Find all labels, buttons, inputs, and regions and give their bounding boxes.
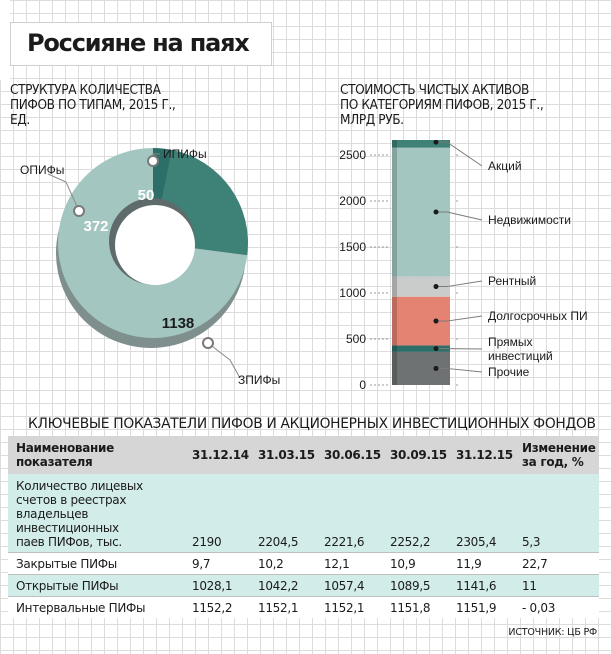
table-cell: 11 [514,574,599,596]
bar-ytick-label: 0 [359,378,366,392]
table-cell: 2190 [192,534,222,549]
table-cell: Открытые ПИФы [8,574,184,596]
donut-value-label: 1138 [161,315,195,332]
bar-segment-side [392,352,397,385]
table-cell: 1141,6 [448,574,514,596]
bar-segment-side [392,148,397,277]
bar-segment-side [392,297,397,346]
table-cell: 2305,4 [456,534,497,549]
donut-title-line: СТРУКТУРА КОЛИЧЕСТВА [10,82,161,98]
table-header-row [8,436,599,474]
donut-value-label: 372 [83,218,109,235]
bar-segment-side [392,345,397,351]
table-cell: 1152,1 [316,596,382,618]
bar-ytick-label: 1000 [339,286,366,300]
donut-leader-line [208,343,240,378]
table-cell: 10,9 [382,552,448,574]
table-row [8,596,599,618]
table-row [8,474,599,552]
table-cell: 2221,6 [324,534,365,549]
bar-title-line: СТОИМОСТЬ ЧИСТЫХ АКТИВОВ [340,82,529,98]
table-cell: Количество лицевых счетов в реестрах владельцев инвестиционных паев ПИФов, тыс. [16,478,143,549]
donut-category-label: ИПИФы [163,147,207,161]
table-cell: 1152,1 [250,596,316,618]
source-note: ИСТОЧНИК: ЦБ РФ [508,627,597,638]
bar-ytick-label: 500 [345,332,366,346]
table-header-cell: 30.09.15 [390,448,447,462]
table-header-cell: 31.12.14 [192,448,249,462]
bar-title-line: ПО КАТЕГОРИЯМ ПИФОВ, 2015 Г., [340,97,544,113]
donut-title-line: ПИФОВ ПО ТИПАМ, 2015 Г., [10,97,176,113]
donut-leader-dot [74,206,84,216]
donut-hole [115,205,195,285]
table-cell: 1057,4 [316,574,382,596]
table-header-cell: 31.12.15 [456,448,513,462]
main-title: Россияне на паях [10,22,272,66]
table-cell: 2252,2 [390,534,431,549]
bar-leader-dot [434,210,439,215]
table-cell: 1151,8 [382,596,448,618]
table-title: КЛЮЧЕВЫЕ ПОКАЗАТЕЛИ ПИФОВ И АКЦИОНЕРНЫХ ИНВЕСТИЦИОННЫХ ФОНДОВ [28,416,596,432]
bar-title-line: МЛРД РУБ. [340,112,404,128]
donut-category-label: ОПИФы [20,163,65,177]
table-cell: 10,2 [250,552,316,574]
donut-title-line: ЕД. [10,112,30,128]
donut-title [10,83,175,128]
donut-leader-dot [203,338,213,348]
table-cell: - 0,03 [514,596,599,618]
donut-category-label: ЗПИФы [238,373,281,387]
table-cell: 9,7 [184,552,250,574]
table-header-cell: 30.06.15 [324,448,381,462]
bar-category-label: Рентный [488,274,537,288]
bar-category-label: Недвижимости [488,213,572,227]
bar-ytick-label: 1500 [339,240,366,254]
table-header-cell: Изменение за год, % [522,441,596,469]
stacked-bar-chart [330,140,600,400]
bar-segment-side [392,140,397,148]
table-header-cell: Наименование показателя [16,441,114,469]
bar-segment [392,140,450,148]
donut-leader-dot [148,156,158,166]
bar-category-label: Прямых [488,335,533,349]
bar-ytick-label: 2500 [339,148,366,162]
bar-category-label: Акций [488,159,522,173]
key-indicators-table [8,436,599,618]
table-cell: Интервальные ПИФы [8,596,184,618]
table-cell: 2204,5 [258,534,299,549]
table-cell: 1028,1 [184,574,250,596]
bar-leader-dot [434,284,439,289]
donut-value-label: 50 [137,187,155,204]
table-cell: 1151,9 [448,596,514,618]
bar-title [340,83,543,128]
table-cell: 1152,2 [184,596,250,618]
table-cell: 11,9 [448,552,514,574]
bar-category-label: инвестиций [488,349,553,363]
table-row [8,574,599,596]
bar-ytick-label: 2000 [339,194,366,208]
bar-leader-dot [434,366,439,371]
bar-category-label: Долгосрочных ПИ [488,309,588,323]
bar-segment-side [392,276,397,296]
table-cell: Закрытые ПИФы [8,552,184,574]
table-cell: 22,7 [514,552,599,574]
bar-leader-dot [434,319,439,324]
table-cell: 1042,2 [250,574,316,596]
donut-chart [0,140,300,400]
table-cell: 1089,5 [382,574,448,596]
table-cell: 12,1 [316,552,382,574]
table-cell: 5,3 [522,534,541,549]
bar-category-label: Прочие [488,365,530,379]
table-header-cell: 31.03.15 [258,448,315,462]
table-row [8,552,599,574]
bar-leader-dot [434,346,439,351]
